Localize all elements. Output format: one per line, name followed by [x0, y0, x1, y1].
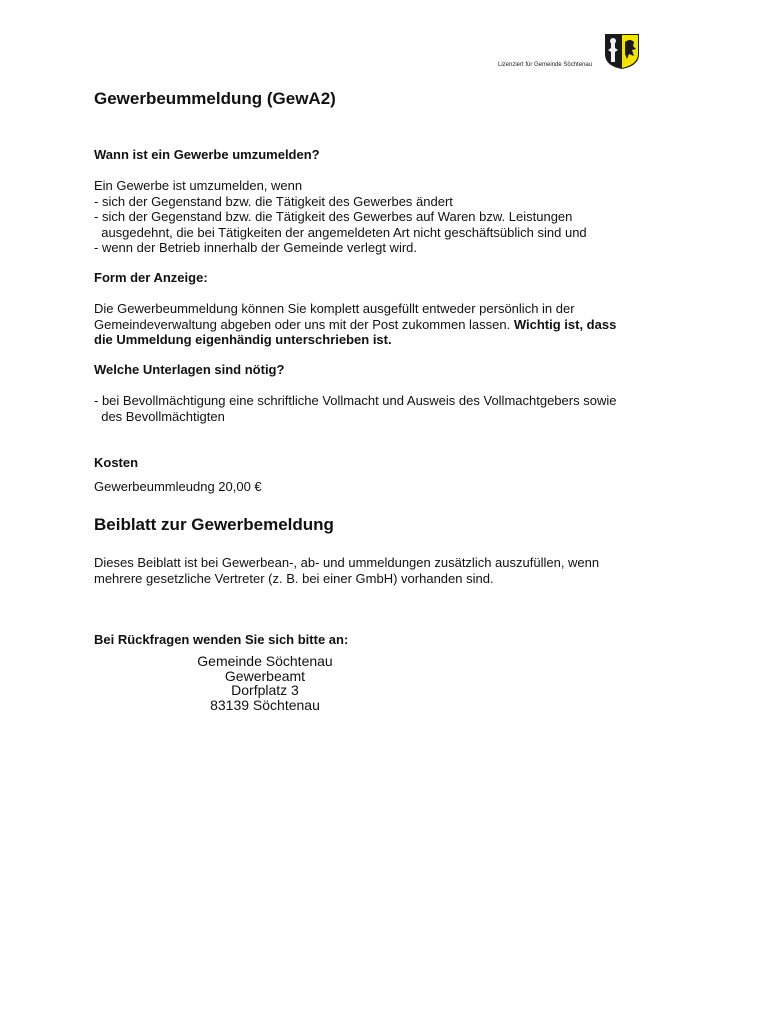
address-line: Dorfplatz 3	[231, 682, 299, 698]
q1-line: ausgedehnt, die bei Tätigkeiten der angemeldeten Art nicht geschäftsüblich sind und	[94, 224, 587, 240]
q1-line: - wenn der Betrieb innerhalb der Gemeinde verlegt wird.	[94, 240, 418, 255]
form-line: Die Gewerbeummeldung können Sie komplett ausgefüllt entweder persönlich in der	[94, 301, 575, 316]
docs-heading: Welche Unterlagen sind nötig?	[94, 362, 285, 377]
contact-heading: Bei Rückfragen wenden Sie sich bitte an:	[94, 632, 349, 647]
section2-line: mehrere gesetzliche Vertreter (z. B. bei einer GmbH) vorhanden sind.	[94, 570, 494, 586]
address-line: 83139 Söchtenau	[210, 696, 320, 713]
page-title: Gewerbeummeldung (GewA2)	[94, 89, 336, 108]
form-heading: Form der Anzeige:	[94, 270, 208, 285]
form-line	[94, 317, 616, 333]
docs-line: des Bevollmächtigten	[94, 408, 225, 424]
license-text: Lizenziert für Gemeinde Söchtenau	[498, 62, 593, 68]
contact-address	[160, 654, 370, 712]
address-line: Gemeinde Söchtenau	[197, 653, 333, 669]
address-line: Gewerbeamt	[224, 667, 306, 684]
section-title: Beiblatt zur Gewerbemeldung	[94, 515, 334, 534]
docs-line: - bei Bevollmächtigung eine schriftliche Vollmacht und Ausweis des Vollmachtgebers sowie	[94, 393, 617, 408]
form-line-emphasis: die Ummeldung eigenhändig unterschrieben ist.	[94, 332, 392, 347]
costs-line: Gewerbeummleudng 20,00 €	[94, 479, 262, 494]
q1-heading: Wann ist ein Gewerbe umzumelden?	[94, 147, 320, 162]
q1-line: - sich der Gegenstand bzw. die Tätigkeit des Gewerbes ändert	[94, 193, 453, 209]
municipal-coat-of-arms-icon	[603, 32, 641, 70]
form-line-emphasis: Wichtig ist, dass	[513, 316, 617, 332]
q1-line: Ein Gewerbe ist umzumelden, wenn	[94, 178, 303, 193]
costs-heading: Kosten	[94, 455, 139, 470]
form-line-text: Gemeindeverwaltung abgeben oder uns mit der Post zukommen lassen.	[94, 316, 514, 332]
section2-line: Dieses Beiblatt ist bei Gewerbean-, ab- und ummeldungen zusätzlich auszufüllen, wenn	[94, 555, 600, 570]
q1-line: - sich der Gegenstand bzw. die Tätigkeit des Gewerbes auf Waren bzw. Leistungen	[94, 209, 573, 224]
